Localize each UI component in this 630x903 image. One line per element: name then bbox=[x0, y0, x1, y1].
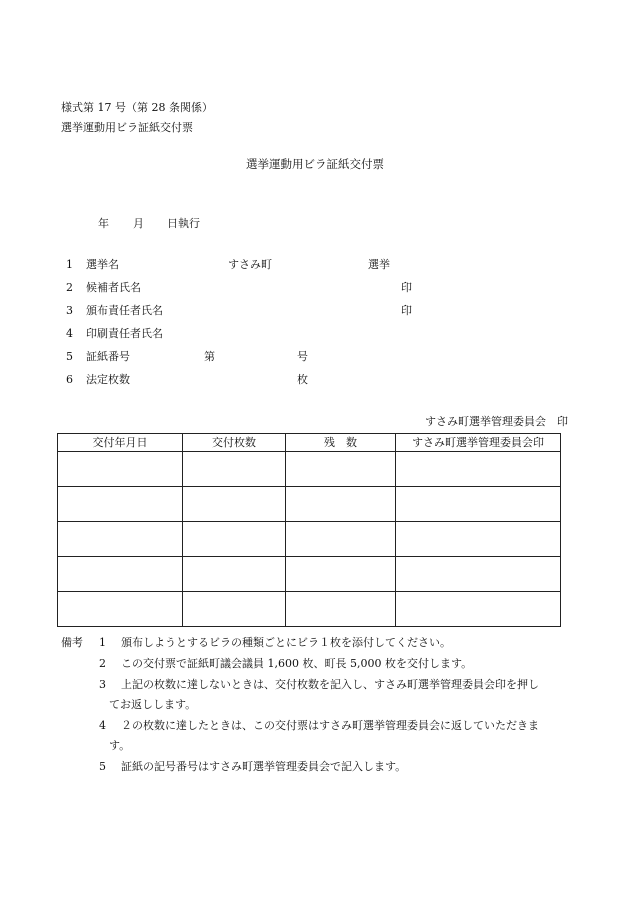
note-number: 4 bbox=[99, 719, 106, 732]
column-header-committee-seal: すさみ町選挙管理委員会印 bbox=[396, 434, 561, 452]
execution-day-label: 日執行 bbox=[167, 217, 200, 230]
seal-mark: 印 bbox=[401, 281, 412, 294]
column-header-issue-date: 交付年月日 bbox=[58, 434, 183, 452]
table-cell[interactable] bbox=[396, 557, 561, 592]
table-row bbox=[58, 592, 561, 627]
item-value: 第 bbox=[204, 350, 215, 363]
note-item bbox=[61, 634, 571, 655]
item-number: 4 bbox=[66, 327, 73, 340]
note-item bbox=[61, 676, 571, 717]
note-item bbox=[61, 717, 571, 758]
table-cell[interactable] bbox=[286, 592, 396, 627]
note-number: 1 bbox=[99, 636, 106, 649]
item-suffix: 選挙 bbox=[368, 258, 390, 271]
note-text: 頒布しようとするビラの種類ごとにビラ１枚を添付してください。 bbox=[121, 636, 451, 649]
issuer-seal-line: すさみ町選挙管理委員会 印 bbox=[425, 415, 568, 428]
notes-label: 備考 bbox=[61, 636, 83, 649]
table-cell[interactable] bbox=[286, 522, 396, 557]
item-number: 6 bbox=[66, 373, 73, 386]
column-header-remaining: 残 数 bbox=[286, 434, 396, 452]
table-row bbox=[58, 557, 561, 592]
table-cell[interactable] bbox=[58, 557, 183, 592]
table-row bbox=[58, 452, 561, 487]
item-value: すさみ町 bbox=[228, 258, 272, 271]
item-row-legal-count bbox=[0, 374, 630, 390]
item-label: 候補者氏名 bbox=[86, 281, 141, 294]
note-text: 上記の枚数に達しないときは、交付枚数を記入し、すさみ町選挙管理委員会印を押し bbox=[121, 678, 539, 691]
table-cell[interactable] bbox=[58, 487, 183, 522]
table-cell[interactable] bbox=[286, 557, 396, 592]
table-cell[interactable] bbox=[183, 557, 286, 592]
table-cell[interactable] bbox=[396, 522, 561, 557]
issuance-ledger-table bbox=[57, 433, 561, 627]
table-cell[interactable] bbox=[183, 522, 286, 557]
item-number: 1 bbox=[66, 258, 73, 271]
note-item bbox=[61, 655, 571, 676]
item-number: 5 bbox=[66, 350, 73, 363]
table-cell[interactable] bbox=[183, 487, 286, 522]
item-label: 法定枚数 bbox=[86, 373, 130, 386]
item-label: 印刷責任者氏名 bbox=[86, 327, 163, 340]
note-text: この交付票で証紙町議会議員 1,600 枚、町長 5,000 枚を交付します。 bbox=[121, 657, 473, 670]
item-label: 選挙名 bbox=[86, 258, 119, 271]
item-row-candidate-name bbox=[0, 282, 630, 298]
form-number: 様式第 17 号（第 28 条関係） bbox=[61, 101, 213, 114]
item-row-election-name bbox=[0, 259, 630, 275]
seal-mark: 印 bbox=[401, 304, 412, 317]
item-number: 2 bbox=[66, 281, 73, 294]
item-label: 証紙番号 bbox=[86, 350, 130, 363]
execution-year-label: 年 bbox=[98, 217, 109, 230]
item-number: 3 bbox=[66, 304, 73, 317]
table-row bbox=[58, 522, 561, 557]
notes-section bbox=[61, 634, 571, 779]
document-title: 選挙運動用ビラ証紙交付票 bbox=[246, 157, 384, 171]
note-number: 5 bbox=[99, 760, 106, 773]
note-text-continuation: す。 bbox=[109, 739, 131, 752]
form-name: 選挙運動用ビラ証紙交付票 bbox=[61, 121, 193, 134]
note-number: 2 bbox=[99, 657, 106, 670]
note-number: 3 bbox=[99, 678, 106, 691]
note-text: ２の枚数に達したときは、この交付票はすさみ町選挙管理委員会に返していただきま bbox=[121, 719, 539, 732]
table-cell[interactable] bbox=[58, 452, 183, 487]
table-header-row bbox=[58, 434, 561, 452]
item-row-distribution-manager bbox=[0, 305, 630, 321]
execution-month-label: 月 bbox=[133, 217, 144, 230]
table-cell[interactable] bbox=[183, 592, 286, 627]
table-cell[interactable] bbox=[396, 592, 561, 627]
form-header bbox=[61, 98, 213, 138]
item-suffix: 号 bbox=[297, 350, 308, 363]
table-row bbox=[58, 487, 561, 522]
item-suffix: 枚 bbox=[297, 373, 308, 386]
table-cell[interactable] bbox=[183, 452, 286, 487]
table-cell[interactable] bbox=[286, 487, 396, 522]
item-row-printing-manager bbox=[0, 328, 630, 344]
table-cell[interactable] bbox=[396, 452, 561, 487]
note-text-continuation: てお返しします。 bbox=[109, 698, 197, 711]
table-cell[interactable] bbox=[58, 522, 183, 557]
note-text: 証紙の記号番号はすさみ町選挙管理委員会で記入します。 bbox=[121, 760, 407, 773]
note-item bbox=[61, 758, 571, 779]
table-cell[interactable] bbox=[58, 592, 183, 627]
item-row-stamp-number bbox=[0, 351, 630, 367]
column-header-issued-count: 交付枚数 bbox=[183, 434, 286, 452]
table-cell[interactable] bbox=[396, 487, 561, 522]
table-cell[interactable] bbox=[286, 452, 396, 487]
item-label: 頒布責任者氏名 bbox=[86, 304, 163, 317]
